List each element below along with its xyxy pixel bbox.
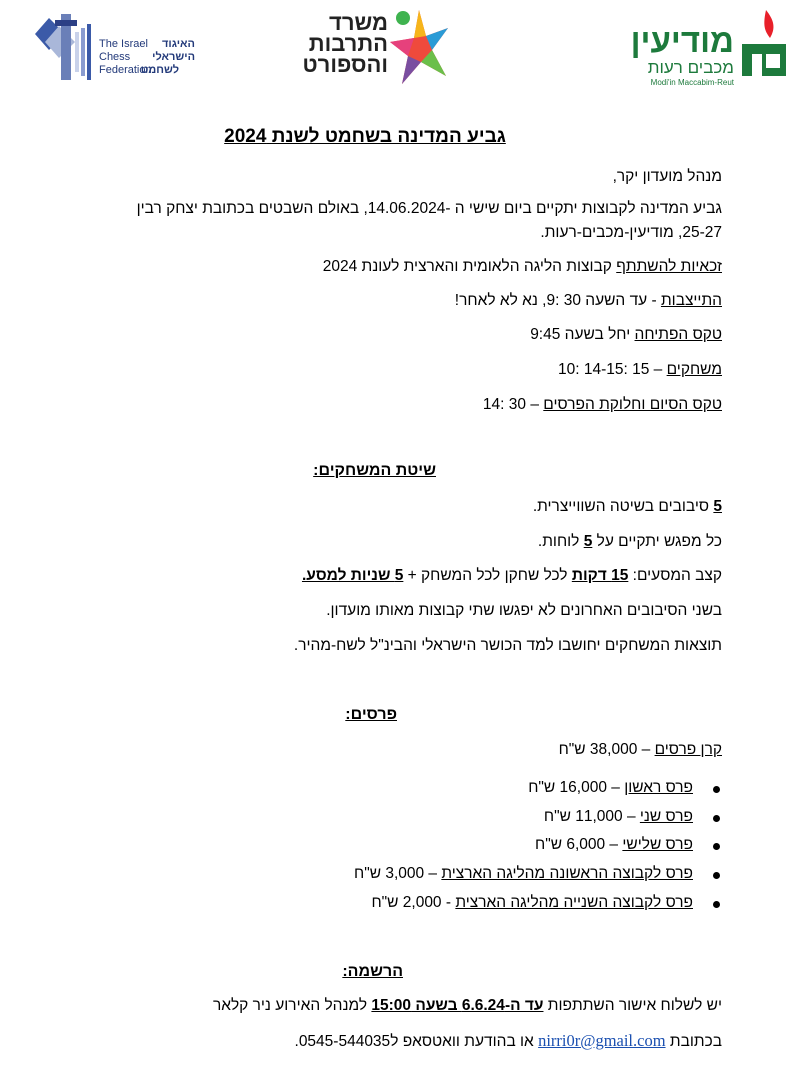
- bullet-dot: [713, 872, 720, 879]
- prize-fund-line: [559, 741, 722, 759]
- city-emblem-icon: [736, 8, 792, 80]
- system-heading: שיטת המשחקים:: [313, 462, 436, 479]
- closing-text: – 30 :14: [482, 396, 544, 413]
- rule-same-club: בשני הסיבובים האחרונים לא יפגשו שתי קבוצות מאותו מועדון.: [326, 602, 722, 619]
- prize-fund-text: – 38,000 ש"ח: [558, 741, 655, 758]
- chess-logo-en-line3: Federation: [99, 64, 152, 76]
- registration-post: למנהל האירוע ניר קלאר: [212, 997, 372, 1014]
- prizes-heading: פרסים:: [345, 706, 397, 723]
- games-line: [558, 361, 722, 379]
- prize-item-text: – 16,000 ש"ח: [528, 779, 625, 796]
- email-link[interactable]: nirri0r@gmail.com: [538, 1031, 666, 1050]
- registration-whatsapp: או בהודעת וואטסאפ ל0545-544035.: [294, 1033, 539, 1050]
- registration-deadline: עד ה-6.6.24 בשעה 15:00: [371, 997, 544, 1014]
- prize-item-text: – 3,000 ש"ח: [354, 865, 442, 882]
- chess-federation-emblem: [35, 12, 97, 82]
- bullet-dot: [713, 901, 720, 908]
- eligibility-label: זכאיות להשתתף: [616, 258, 722, 275]
- boards-pre: כל מפגש יתקיים על: [592, 533, 722, 550]
- games-text: – 15 :14-15 :10: [557, 361, 667, 378]
- checkin-text: - עד השעה 30 :9, נא לא לאחר!: [454, 292, 661, 309]
- intro-line2: 25-27, מודיעין-מכבים-רעות.: [540, 224, 722, 241]
- registration-heading: הרשמה:: [342, 963, 403, 980]
- bullet-dot: [713, 815, 720, 822]
- ministry-star-icon: [388, 6, 450, 88]
- checkin-label: התייצבות: [660, 292, 722, 309]
- rounds-text: סיבובים בשיטה השווייצרית.: [532, 498, 714, 515]
- prize-item-label: פרס לקבוצה השנייה מהליגה הארצית: [455, 894, 693, 911]
- pace-pre: קצב המסעים:: [628, 567, 722, 584]
- checkin-line: [455, 292, 722, 310]
- prize-item-text: – 11,000 ש"ח: [543, 808, 640, 825]
- eligibility-line: [323, 258, 722, 276]
- prize-item: [371, 894, 693, 912]
- bullet-dot: [713, 843, 720, 850]
- prize-item-label: פרס שני: [639, 808, 693, 825]
- games-label: משחקים: [666, 361, 722, 378]
- city-logo-sub: מכבים רעות: [647, 58, 734, 77]
- opening-text: יחל בשעה 9:45: [530, 326, 635, 343]
- chess-federation-logo: [35, 12, 195, 82]
- prize-item: [528, 779, 693, 797]
- prize-item-text: – 6,000 ש"ח: [535, 836, 623, 853]
- prize-item-label: פרס לקבוצה הראשונה מהליגה הארצית: [441, 865, 693, 882]
- chess-logo-en-line2: Chess: [99, 51, 131, 63]
- rounds-line: [533, 498, 722, 516]
- pace-mid: לכל שחקן לכל המשחק +: [403, 567, 572, 584]
- closing-line: [483, 396, 722, 414]
- pace-line: [302, 567, 722, 585]
- registration-line2: [295, 1031, 723, 1051]
- prize-fund-label: קרן פרסים: [654, 741, 722, 758]
- prize-item-text: - 2,000 ש"ח: [371, 894, 456, 911]
- eligibility-text: קבוצות הליגה הלאומית והארצית לעונת 2024: [322, 258, 617, 275]
- pace-seconds: 5 שניות למסע.: [301, 567, 404, 584]
- intro-line1: גביע המדינה לקבוצות יתקיים ביום שישי ה -14.06.2024, באולם השבטים בכתובת יצחק רבין: [136, 200, 722, 217]
- ministry-logo-line1: משרד: [329, 10, 388, 35]
- rule-rating: תוצאות המשחקים יחושבו למד הכושר הישראלי והבינ"ל לשח-מהיר.: [293, 637, 722, 654]
- opening-line: [530, 326, 722, 344]
- chess-logo-he-line1: האיגוד: [161, 38, 195, 50]
- bullet-dot: [713, 786, 720, 793]
- ministry-culture-sport-logo: [298, 6, 450, 88]
- ministry-logo-line2: התרבות: [308, 31, 388, 56]
- boards-post: לוחות.: [537, 533, 584, 550]
- closing-label: טקס הסיום וחלוקת הפרסים: [543, 396, 722, 413]
- prize-item-label: פרס שלישי: [622, 836, 693, 853]
- greeting: מנהל מועדון יקר,: [612, 168, 722, 185]
- boards-num: 5: [583, 533, 593, 550]
- registration-address-pre: בכתובת: [665, 1033, 722, 1050]
- chess-logo-he-line2: הישראלי: [152, 51, 195, 63]
- pace-minutes: 15 דקות: [571, 567, 629, 584]
- chess-logo-en-line1: The Israel: [99, 38, 148, 50]
- boards-line: [538, 533, 722, 551]
- city-logo-en: Modi'in Maccabim-Reut: [650, 78, 734, 87]
- prize-item: [354, 865, 693, 883]
- opening-label: טקס הפתיחה: [634, 326, 722, 343]
- prize-item: [535, 836, 693, 854]
- prize-item: [544, 808, 693, 826]
- prize-item-label: פרס ראשון: [624, 779, 693, 796]
- page-title: גביע המדינה בשחמט לשנת 2024: [224, 126, 506, 147]
- registration-line1: [213, 997, 722, 1015]
- chess-logo-he-line3: לשחמט: [140, 64, 179, 76]
- ministry-logo-line3: והספורט: [302, 52, 388, 77]
- modiin-city-logo: [620, 8, 792, 88]
- registration-pre: יש לשלוח אישור השתתפות: [543, 997, 722, 1014]
- rounds-num: 5: [713, 498, 722, 515]
- city-logo-main: מודיעין: [630, 22, 734, 59]
